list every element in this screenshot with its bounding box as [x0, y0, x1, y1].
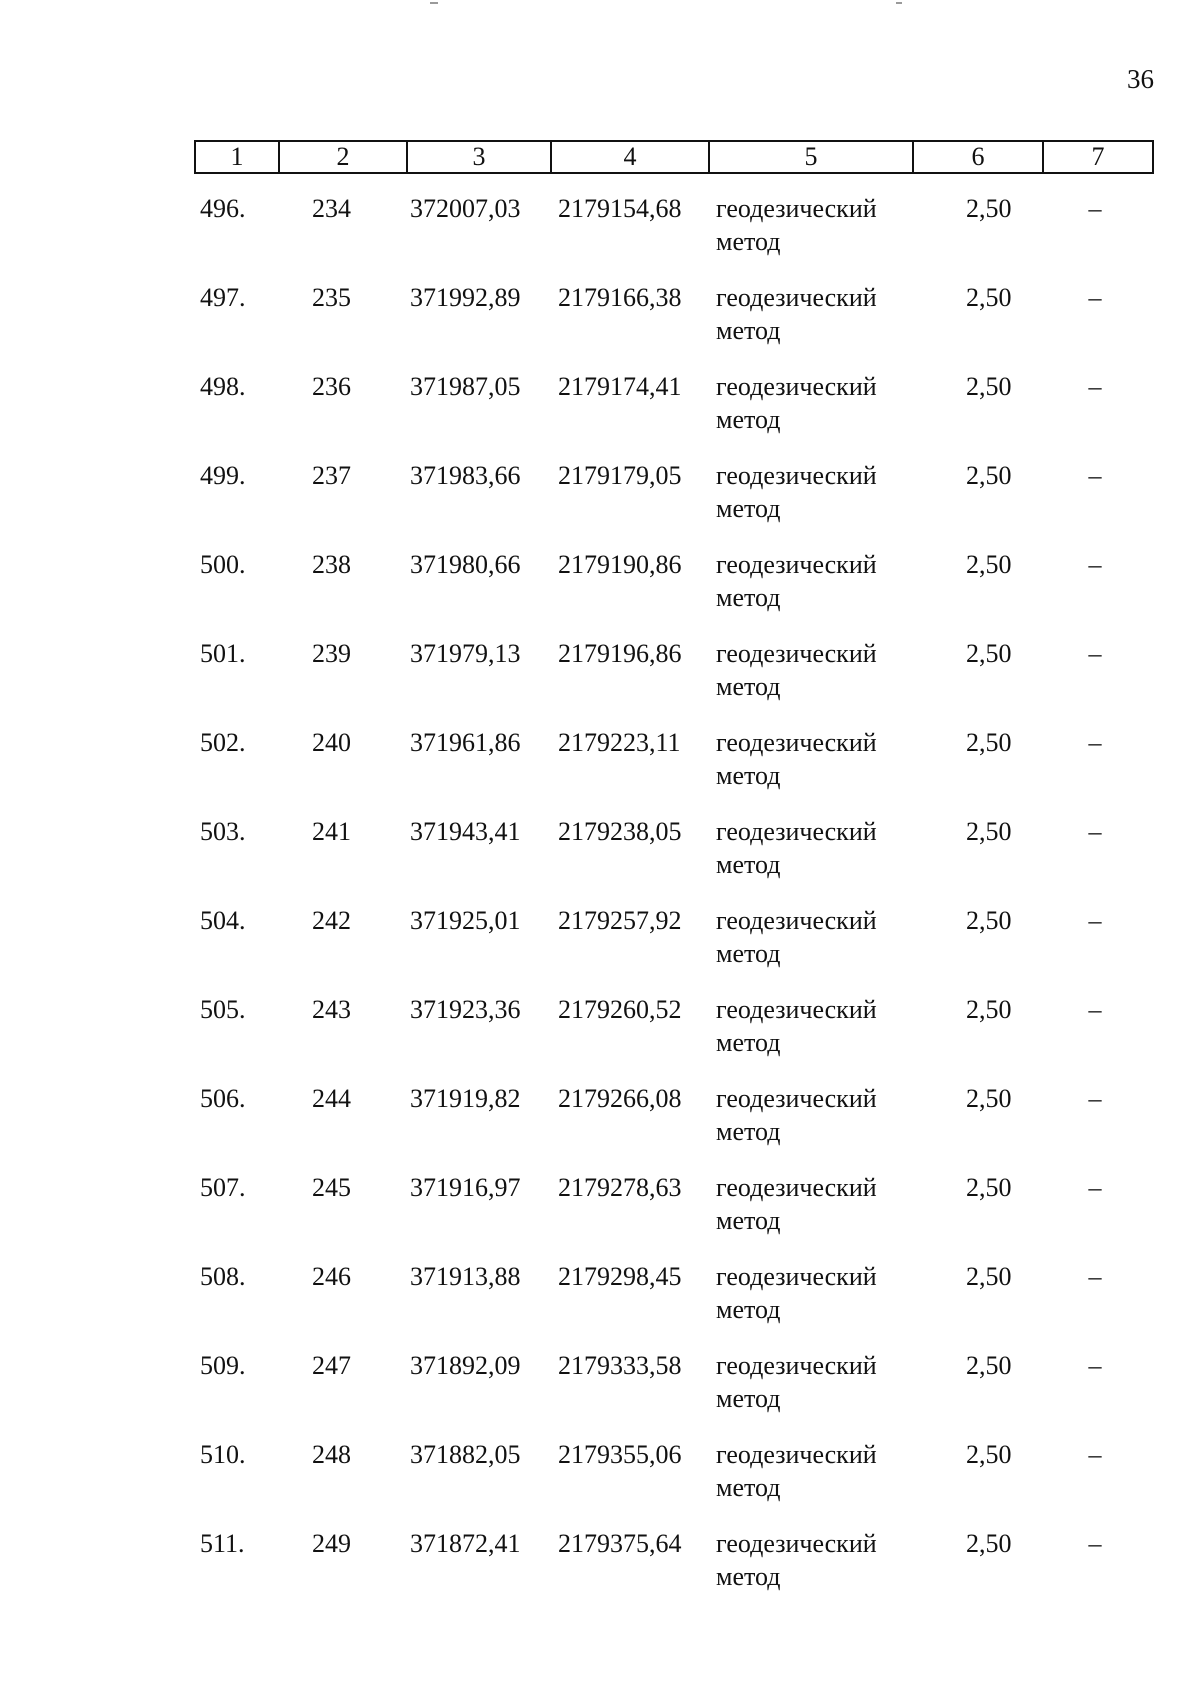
coordinate-x: 371979,13 — [410, 639, 521, 668]
table-row — [0, 1438, 1200, 1527]
header-cell-6: 6 — [914, 142, 1044, 172]
accuracy-value: 2,50 — [966, 1529, 1012, 1558]
accuracy-value: 2,50 — [966, 194, 1012, 223]
note-dash: – — [1088, 461, 1102, 490]
coordinate-y: 2179174,41 — [558, 372, 682, 401]
coordinate-y: 2179190,86 — [558, 550, 682, 579]
determination-method: геодезический метод — [716, 1084, 877, 1146]
table-row — [0, 1527, 1200, 1616]
header-cell-7: 7 — [1091, 142, 1105, 171]
point-number: 236 — [312, 372, 351, 401]
coordinate-x: 371983,66 — [410, 461, 521, 490]
coordinate-y: 2179257,92 — [558, 906, 682, 935]
note-dash: – — [1088, 995, 1102, 1024]
row-number: 503. — [200, 817, 246, 846]
coordinate-x: 371882,05 — [410, 1440, 521, 1469]
header-cell-5: 5 — [710, 142, 914, 172]
row-number: 510. — [200, 1440, 246, 1469]
table-row — [0, 1260, 1200, 1349]
table-row — [0, 726, 1200, 815]
note-dash: – — [1088, 1351, 1102, 1380]
accuracy-value: 2,50 — [966, 817, 1012, 846]
coordinate-y: 2179375,64 — [558, 1529, 682, 1558]
page-number: 36 — [1127, 64, 1154, 94]
accuracy-value: 2,50 — [966, 995, 1012, 1024]
coordinate-y: 2179260,52 — [558, 995, 682, 1024]
note-dash: – — [1088, 550, 1102, 579]
table-row — [0, 993, 1200, 1082]
coordinate-x: 371961,86 — [410, 728, 521, 757]
point-number: 237 — [312, 461, 351, 490]
row-number: 506. — [200, 1084, 246, 1113]
determination-method: геодезический метод — [716, 1529, 877, 1591]
note-dash: – — [1088, 1440, 1102, 1469]
accuracy-value: 2,50 — [966, 550, 1012, 579]
accuracy-value: 2,50 — [966, 728, 1012, 757]
coordinate-x: 371987,05 — [410, 372, 521, 401]
coordinate-x: 371916,97 — [410, 1173, 521, 1202]
determination-method: геодезический метод — [716, 550, 877, 612]
row-number: 496. — [200, 194, 246, 223]
table-row — [0, 548, 1200, 637]
point-number: 243 — [312, 995, 351, 1024]
accuracy-value: 2,50 — [966, 639, 1012, 668]
table-row — [0, 192, 1200, 281]
determination-method: геодезический метод — [716, 1351, 877, 1413]
point-number: 235 — [312, 283, 351, 312]
header-cell-1: 1 — [196, 142, 280, 172]
row-number: 499. — [200, 461, 246, 490]
accuracy-value: 2,50 — [966, 283, 1012, 312]
row-number: 511. — [200, 1529, 245, 1558]
row-number: 500. — [200, 550, 246, 579]
row-number: 498. — [200, 372, 246, 401]
scan-artifact-right — [896, 2, 902, 4]
determination-method: геодезический метод — [716, 372, 877, 434]
point-number: 234 — [312, 194, 351, 223]
point-number: 246 — [312, 1262, 351, 1291]
coordinate-y: 2179179,05 — [558, 461, 682, 490]
table-row — [0, 904, 1200, 993]
coordinate-x: 371992,89 — [410, 283, 521, 312]
row-number: 504. — [200, 906, 246, 935]
determination-method: геодезический метод — [716, 461, 877, 523]
point-number: 240 — [312, 728, 351, 757]
coordinate-x: 371919,82 — [410, 1084, 521, 1113]
table-row — [0, 1171, 1200, 1260]
point-number: 242 — [312, 906, 351, 935]
table-row — [0, 281, 1200, 370]
row-number: 497. — [200, 283, 246, 312]
row-number: 501. — [200, 639, 246, 668]
point-number: 238 — [312, 550, 351, 579]
coordinate-y: 2179278,63 — [558, 1173, 682, 1202]
determination-method: геодезический метод — [716, 995, 877, 1057]
note-dash: – — [1088, 1084, 1102, 1113]
determination-method: геодезический метод — [716, 817, 877, 879]
point-number: 241 — [312, 817, 351, 846]
point-number: 247 — [312, 1351, 351, 1380]
row-number: 502. — [200, 728, 246, 757]
coordinate-y: 2179196,86 — [558, 639, 682, 668]
note-dash: – — [1088, 817, 1102, 846]
note-dash: – — [1088, 728, 1102, 757]
coordinate-y: 2179333,58 — [558, 1351, 682, 1380]
note-dash: – — [1088, 906, 1102, 935]
note-dash: – — [1088, 1173, 1102, 1202]
coordinate-y: 2179166,38 — [558, 283, 682, 312]
note-dash: – — [1088, 1529, 1102, 1558]
determination-method: геодезический метод — [716, 1440, 877, 1502]
accuracy-value: 2,50 — [966, 1173, 1012, 1202]
header-cell-4: 4 — [552, 142, 710, 172]
table-body — [0, 192, 1200, 1616]
table-row — [0, 1349, 1200, 1438]
coordinate-y: 2179154,68 — [558, 194, 682, 223]
table-row — [0, 815, 1200, 904]
scan-artifact-left — [430, 2, 438, 4]
determination-method: геодезический метод — [716, 1262, 877, 1324]
accuracy-value: 2,50 — [966, 906, 1012, 935]
coordinate-x: 371925,01 — [410, 906, 521, 935]
point-number: 245 — [312, 1173, 351, 1202]
coordinate-x: 371872,41 — [410, 1529, 521, 1558]
accuracy-value: 2,50 — [966, 1262, 1012, 1291]
table-row — [0, 459, 1200, 548]
table-header — [194, 140, 1154, 174]
point-number: 249 — [312, 1529, 351, 1558]
point-number: 248 — [312, 1440, 351, 1469]
row-number: 509. — [200, 1351, 246, 1380]
accuracy-value: 2,50 — [966, 1440, 1012, 1469]
point-number: 239 — [312, 639, 351, 668]
header-cell-3: 3 — [408, 142, 552, 172]
coordinate-y: 2179266,08 — [558, 1084, 682, 1113]
note-dash: – — [1088, 1262, 1102, 1291]
table-row — [0, 370, 1200, 459]
row-number: 505. — [200, 995, 246, 1024]
coordinate-x: 371980,66 — [410, 550, 521, 579]
coordinate-y: 2179355,06 — [558, 1440, 682, 1469]
header-cell-2: 2 — [280, 142, 408, 172]
table-row — [0, 637, 1200, 726]
determination-method: геодезический метод — [716, 728, 877, 790]
table-row — [0, 1082, 1200, 1171]
accuracy-value: 2,50 — [966, 1351, 1012, 1380]
coordinate-y: 2179298,45 — [558, 1262, 682, 1291]
determination-method: геодезический метод — [716, 906, 877, 968]
determination-method: геодезический метод — [716, 639, 877, 701]
accuracy-value: 2,50 — [966, 372, 1012, 401]
point-number: 244 — [312, 1084, 351, 1113]
row-number: 508. — [200, 1262, 246, 1291]
note-dash: – — [1088, 372, 1102, 401]
coordinate-x: 371923,36 — [410, 995, 521, 1024]
row-number: 507. — [200, 1173, 246, 1202]
coordinate-y: 2179238,05 — [558, 817, 682, 846]
coordinate-x: 371892,09 — [410, 1351, 521, 1380]
determination-method: геодезический метод — [716, 1173, 877, 1235]
determination-method: геодезический метод — [716, 194, 877, 256]
coordinate-x: 372007,03 — [410, 194, 521, 223]
coordinate-x: 371943,41 — [410, 817, 521, 846]
determination-method: геодезический метод — [716, 283, 877, 345]
note-dash: – — [1088, 194, 1102, 223]
accuracy-value: 2,50 — [966, 1084, 1012, 1113]
coordinate-y: 2179223,11 — [558, 728, 681, 757]
accuracy-value: 2,50 — [966, 461, 1012, 490]
coordinate-x: 371913,88 — [410, 1262, 521, 1291]
note-dash: – — [1088, 639, 1102, 668]
note-dash: – — [1088, 283, 1102, 312]
